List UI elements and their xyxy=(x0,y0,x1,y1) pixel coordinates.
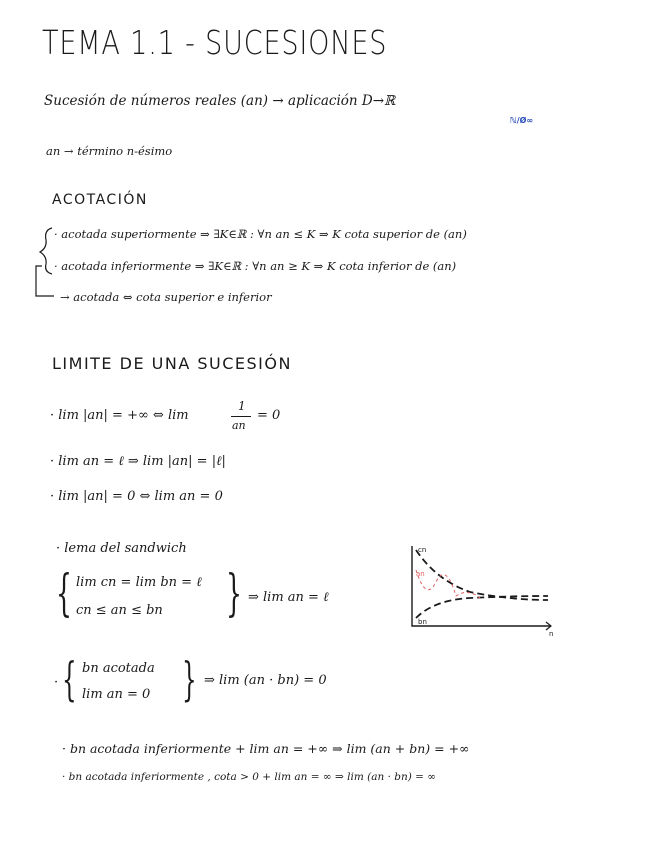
rule1-numerator: 1 xyxy=(238,399,246,413)
sum-infinity-rule: · bn acotada inferiormente + lim an = +∞ ⇒ lim (an + bn) = +∞ xyxy=(62,741,470,756)
bounding-bracket xyxy=(30,226,60,306)
graph-axis-label: n xyxy=(549,630,554,638)
sequence-definition: Sucesión de números reales (an) → aplicación D→ℝ xyxy=(44,93,396,109)
product-line-2: lim an = 0 xyxy=(82,687,151,702)
graph-top-label: cn xyxy=(418,546,427,554)
limit-abs-rule: · lim an = ℓ ⇒ lim |an| = |ℓ| xyxy=(50,454,226,469)
sandwich-right-brace: } xyxy=(226,564,242,622)
fraction-bar xyxy=(231,416,251,417)
bounded-rule: → acotada ⇔ cota superior e inferior xyxy=(60,290,272,304)
limit-heading: LIMITE DE UNA SUCESIÓN xyxy=(52,354,292,373)
bounding-heading: ACOTACIÓN xyxy=(52,192,148,208)
page-title: TEMA 1.1 - SUCESIONES xyxy=(42,23,388,62)
lower-bound-rule: · acotada inferiormente ⇒ ∃K∈ℝ : ∀n an ≥ K ⇒ K cota inferior de (an) xyxy=(54,259,457,273)
sandwich-left-brace: { xyxy=(56,564,72,622)
rule1-denominator: an xyxy=(232,419,246,432)
product-infinity-rule: · bn acotada inferiormente , cota > 0 + lim an = ∞ ⇒ lim (an · bn) = ∞ xyxy=(62,771,437,783)
nth-term-note: an → término n-ésimo xyxy=(46,144,173,158)
product-right-brace: } xyxy=(182,652,197,706)
rule1-right: = 0 xyxy=(257,408,281,423)
upper-bound-rule: · acotada superiormente ⇒ ∃K∈ℝ : ∀n an ≤ K ⇒ K cota superior de (an) xyxy=(54,227,467,241)
product-line-1: bn acotada xyxy=(82,661,155,676)
rule1-left: · lim |an| = +∞ ⇔ lim xyxy=(50,408,189,423)
product-bullet: · xyxy=(54,675,59,690)
product-left-brace: { xyxy=(62,652,77,706)
naturals-note: ℕ/Ø∞ xyxy=(510,116,534,125)
graph-bottom-label: bn xyxy=(418,618,427,626)
limit-zero-rule: · lim |an| = 0 ⇔ lim an = 0 xyxy=(50,489,223,504)
sandwich-line-2: cn ≤ an ≤ bn xyxy=(76,603,163,618)
graph-mid-label: an xyxy=(416,570,425,578)
sandwich-graph xyxy=(400,540,560,640)
product-result: ⇒ lim (an · bn) = 0 xyxy=(204,673,327,688)
sandwich-heading: · lema del sandwich xyxy=(56,541,187,556)
sandwich-result: ⇒ lim an = ℓ xyxy=(248,590,329,605)
sandwich-line-1: lim cn = lim bn = ℓ xyxy=(76,575,202,590)
